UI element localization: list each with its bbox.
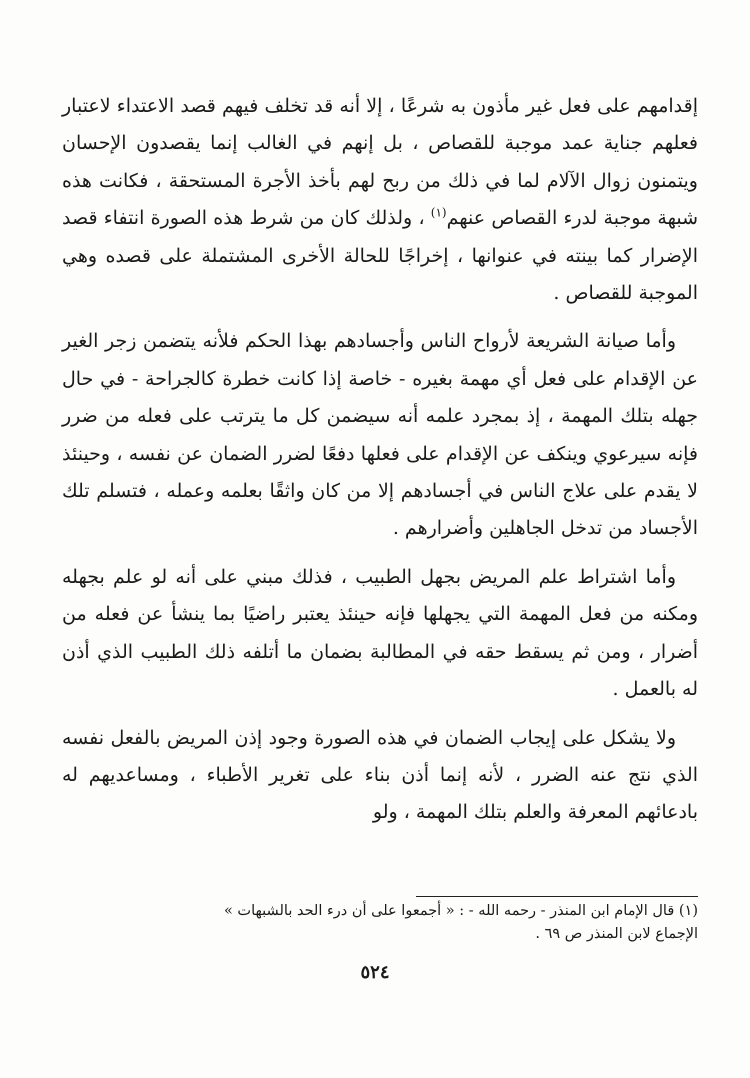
text-line: ولا يشكل على إيجاب الضمان في هذه الصورة وجود إذن xyxy=(234,726,676,749)
text-line: الإقدام على فعلها دفعًا لضرر الضمان عن نفسه ، وحينئذ لا يقدم على xyxy=(62,442,698,503)
paragraph-4 xyxy=(62,720,698,832)
text-line: علم بجهله ومكنه من فعل المهمة التي يجهلها فإنه حينئذ يعتبر راضيًا بما xyxy=(62,565,698,626)
text-line: الأجساد من تدخل الجاهلين وأضرارهم . xyxy=(392,517,698,540)
main-text xyxy=(62,88,698,832)
page-number: ٥٢٤ xyxy=(360,962,390,983)
paragraph-1 xyxy=(62,88,698,312)
text-line: المريض بالفعل نفسه الذي نتج عنه الضرر ، لأنه إنما أذن بناء على تغرير xyxy=(62,726,698,786)
text-line: إقدامهم على فعل غير مأذون به شرعًا ، إلا أنه قد تخلف فيهم قصد xyxy=(180,95,698,117)
text-line: أنه سيضمن كل ما يترتب على فعله من ضرر فإنه سيرعوي وينكف عن xyxy=(62,405,698,465)
footnote-line: الإجماع لابن المنذر ص ٦٩ . xyxy=(535,926,698,942)
text-line: الغالب إنما يقصدون الإحسان ويتمنون زوال الآلام لما في ذلك من ربح xyxy=(62,132,698,192)
text-line: ينشأ عن فعله من أضرار ، ومن ثم يسقط حقه في المطالبة بضمان ما xyxy=(62,603,698,663)
text-line: أتلفه ذلك الطبيب الذي أذن له بالعمل . xyxy=(62,640,698,701)
paragraph-3 xyxy=(62,559,698,709)
text-line: كانت خطرة كالجراحة - في حال جهله بتلك المهمة ، إذ بمجرد علمه xyxy=(62,367,698,428)
text-line: بينته في عنوانها ، إخراجًا للحالة الأخرى المشتملة على قصده وهي xyxy=(62,244,599,267)
text-line: علاج الناس في أجسادهم إلا من كان واثقًا بعلمه وعمله ، فتسلم تلك xyxy=(62,480,598,503)
footnote xyxy=(62,900,698,946)
text-line: لهم بأخذ الأجرة المستحقة ، فكانت هذه شبهة موجبة لدرء القصاص xyxy=(62,169,698,230)
text-line: الموجبة للقصاص . xyxy=(553,282,698,305)
text-line: وأما اشتراط علم المريض بجهل الطبيب ، فذلك مبني على أنه لو xyxy=(151,565,677,588)
footnote-separator xyxy=(416,896,698,897)
footnote-line: (١) قال الإمام ابن المنذر - رحمه الله - : « أجمعوا على أن درء الحد بالشبهات » xyxy=(223,903,698,919)
text-line: عنهم xyxy=(446,207,486,230)
text-line: الاعتداء لاعتبار فعلهم جناية عمد موجبة للقصاص ، بل إنهم في xyxy=(62,95,698,155)
paragraph-2 xyxy=(62,323,698,547)
text-line: ، ولذلك كان من شرط هذه الصورة انتفاء قصد الإضرار كما xyxy=(62,207,698,267)
text-line: الأطباء ، ومساعديهم له بادعائهم المعرفة والعلم بتلك المهمة ، ولو xyxy=(62,763,698,824)
text-line: وأما صيانة الشريعة لأرواح الناس وأجسادهم بهذا الحكم فلأنه xyxy=(202,330,676,353)
text-line: يتضمن زجر الغير عن الإقدام على فعل أي مهمة بغيره - خاصة إذا xyxy=(62,330,698,390)
footnote-reference: (١) xyxy=(430,205,447,220)
